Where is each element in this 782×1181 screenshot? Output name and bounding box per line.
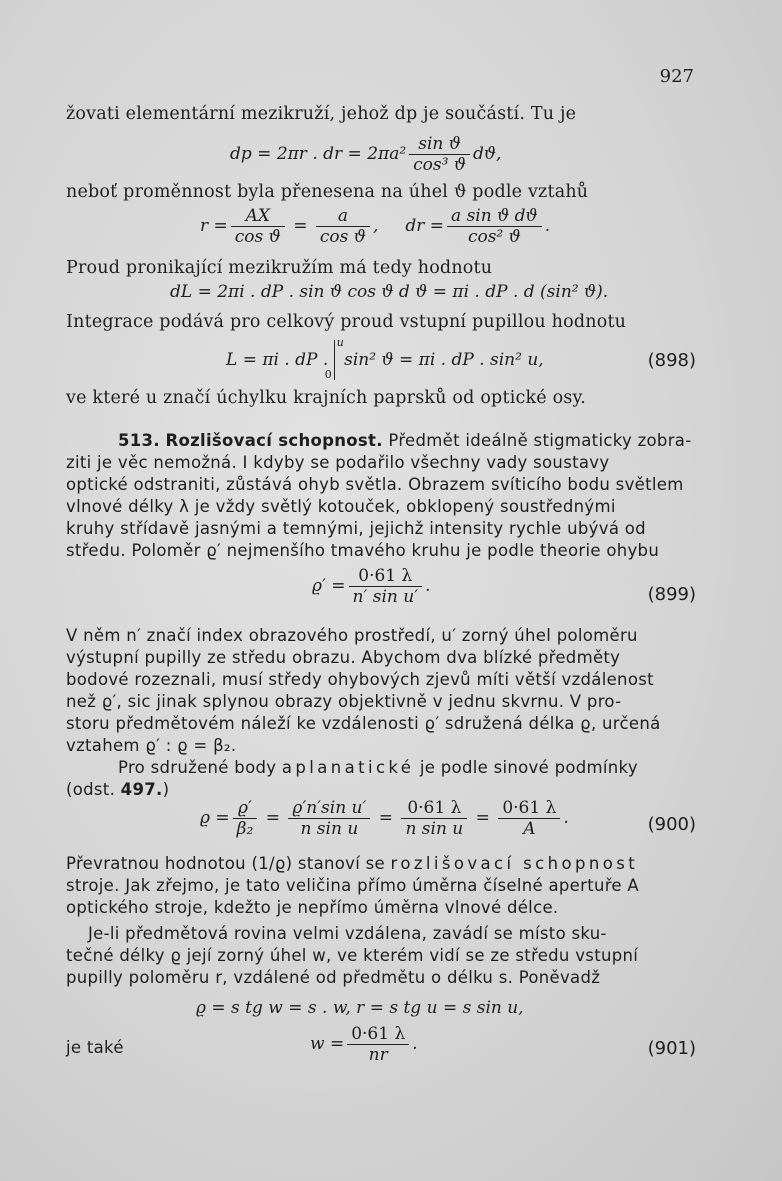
equation-number: (898) [647,350,696,371]
equation-number: (900) [647,814,696,835]
text-line: tečné délky ϱ její zorný úhel w, ve kterém vidí se ze středu vstupní [66,946,639,965]
text-line: Je-li předmětová rovina velmi vzdálena, zavádí se místo sku- [88,924,607,943]
equation-r: r = $\frac{AX}{\text{cos ϑ}}$ = $\frac{a}{\text{cos ϑ}}$ , dr = $\frac{\text{a sin ϑ dϑ}}{\text{cos² ϑ}}$ . [200,206,551,247]
text-line: stroje. Jak zřejmo, je tato veličina přímo úměrna číselné apertuře A [66,876,640,895]
text-line: žovati elementární mezikruží, jehož dp je součástí. Tu je [66,104,577,124]
equation-rho-prime: ϱ′ = $\frac{0\cdot 61 \lambda}{\text{n′ sin u′}}$ . [312,566,431,607]
text-line: než ϱ′, sic jinak splynou obrazy objektivně v jednu skvrnu. V pro- [66,692,622,711]
text-line: ziti je věc nemožná. I kdyby se podařilo všechny vady soustavy [66,453,610,472]
equation-number: (899) [647,584,696,605]
text-line: storu předmětovém náleží ke vzdálenosti ϱ′ sdružená délka ϱ, určená [66,714,661,733]
text-line: pupilly poloměru r, vzdálené od předmětu o délku s. Poněvadž [66,968,601,987]
text-line: středu. Poloměr ϱ′ nejmenšího tmavého kruhu je podle theorie ohybu [66,541,660,560]
text-line: bodové rozeznali, musí středy ohybových zjevů míti větší vzdálenost [66,670,654,689]
text-line: je také [66,1038,124,1057]
text-line: Proud pronikající mezikružím má tedy hodnotu [66,258,493,278]
text-line: výstupní pupilly ze středu obrazu. Abychom dva blízké předměty [66,648,621,667]
equation-dL: dL = 2πi . dP . sin ϑ cos ϑ d ϑ = πi . dP . d (sin² ϑ). [170,282,609,302]
equation-L: L = πi . dP . u 0 sin² ϑ = πi . dP . sin² u, [226,336,544,381]
text-line-aplanatic: Pro sdružené body aplanatické je podle sinové podmínky [118,758,638,777]
text-line: ve které u značí úchylku krajních paprsků od optické osy. [66,388,587,408]
section-title: Rozlišovací schopnost. [165,431,383,450]
integral-bar: u 0 [324,336,344,381]
text-line: neboť proměnnost byla přenesena na úhel ϑ podle vztahů [66,182,589,202]
text-line: vlnové délky λ je vždy světlý kotouček, obklopený soustřednými [66,497,616,516]
page-number: 927 [659,66,694,87]
text-line: vztahem ϱ′ : ϱ = β₂. [66,736,237,755]
equation-rho: ϱ = $\frac{ϱ'}{\text{β₂}}$ = $\frac{\text{ϱ′n′sin u′}}{\text{n sin u}}$ = $\frac{0\cdot 61 \lambda}{\text{n sin u}}$ = $\frac{0\cdot 61 \lambda}{A}$ . [200,798,569,839]
equation-w: w = $\frac{0\cdot 61 \lambda}{nr}$ . [310,1024,418,1065]
text-line: optického stroje, kdežto je nepřímo úměrna vlnové délce. [66,898,559,917]
text-line-reference: (odst. 497.) [66,780,170,799]
equation-dp: dp = 2πr . dr = 2πa² $\frac{\text{sin ϑ}}{\text{cos³ ϑ}}$ dϑ, [230,134,502,175]
text-line: kruhy střídavě jasnými a temnými, jejichž intensity rychle ubývá od [66,519,646,538]
equation-rho-tg: ϱ = s tg w = s . w, r = s tg u = s sin u, [196,998,524,1018]
section-number: 513. [118,431,160,450]
text-line-resolving-power: Převratnou hodnotou (1/ϱ) stanoví se rozlišovací schopnost [66,854,639,873]
section-513-line: 513. Rozlišovací schopnost. Předmět ideálně stigmaticky zobra- [118,431,692,450]
text-line: Integrace podává pro celkový proud vstupní pupillou hodnotu [66,312,627,332]
text-line: V něm n′ značí index obrazového prostředí, u′ zorný úhel poloměru [66,626,638,645]
text-line: optické odstraniti, zůstává ohyb světla. Obrazem svíticího bodu světlem [66,475,684,494]
equation-number: (901) [647,1038,696,1059]
